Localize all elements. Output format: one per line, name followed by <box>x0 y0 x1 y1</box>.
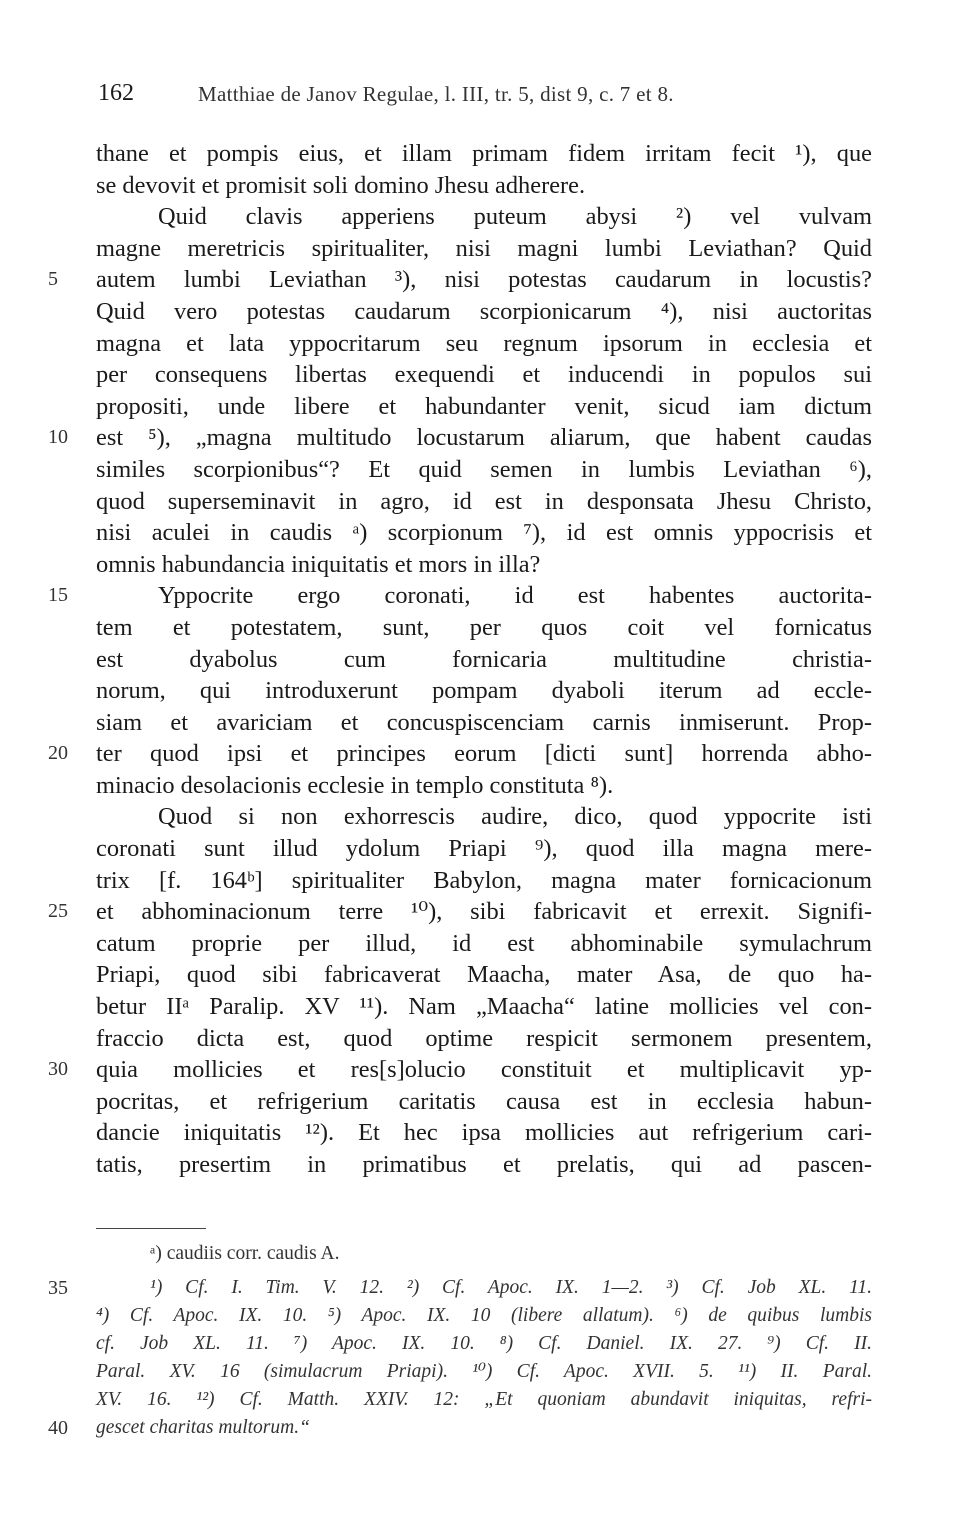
running-title: Matthiae de Janov Regulae, l. III, tr. 5, dist 9, c. 7 et 8. <box>198 82 674 106</box>
text-line: tatis, presertim in primatibus et prelatis, qui ad pascen- <box>96 1151 872 1178</box>
apparatus-note: ᵃ) caudiis corr. caudis A. <box>150 1243 340 1264</box>
line-number: 40 <box>48 1417 68 1439</box>
page-number: 162 <box>98 80 134 106</box>
line-number: 30 <box>48 1058 68 1081</box>
text-line: trix [f. 164ᵇ] spiritualiter Babylon, magna mater fornicacionum <box>96 866 872 894</box>
text-line: omnis habundancia iniquitatis et mors in illa? <box>96 550 541 578</box>
text-line: nisi aculei in caudis ᵃ) scorpionum ⁷), id est omnis yppocrisis et <box>96 519 872 547</box>
footnote-divider <box>96 1228 206 1229</box>
footnote-line: cf. Job XL. 11. ⁷) Apoc. IX. 10. ⁸) Cf. Daniel. IX. 27. ⁹) Cf. II. <box>96 1333 872 1354</box>
text-line: 25 et abhominacionum terre ¹⁰), sibi fabricavit et errexit. Signifi- <box>96 896 872 928</box>
text-line: thane et pompis eius, et illam primam fidem irritam fecit ¹), que <box>96 140 872 167</box>
text-line: norum, qui introduxerunt pompam dyaboli iterum ad eccle- <box>96 677 872 705</box>
text-line: 5 autem lumbi Leviathan ³), nisi potestas caudarum in locustis? <box>96 264 872 296</box>
text-line: similes scorpionibus“? Et quid semen in lumbis Leviathan ⁶), <box>96 455 872 483</box>
text-line: magne meretricis spiritualiter, nisi magni lumbi Leviathan? Quid <box>96 234 872 262</box>
text-line: dancie iniquitatis ¹²). Et hec ipsa mollicies aut refrigerium cari- <box>96 1119 872 1147</box>
running-header <box>98 80 878 114</box>
line-number: 20 <box>48 742 68 765</box>
text-line: 15 Yppocrite ergo coronati, id est habentes auctorita- <box>96 580 872 612</box>
text-line: 30 quia mollicies et res[s]olucio constituit et multiplicavit yp- <box>96 1054 872 1086</box>
text-line: se devovit et promisit soli domino Jhesu adherere. <box>96 171 586 199</box>
text-line: 10 est ⁵), „magna multitudo locustarum aliarum, que habent caudas <box>96 422 872 454</box>
main-text <box>48 138 872 1181</box>
text-line: tem et potestatem, sunt, per quos coit vel fornicatus <box>96 613 872 641</box>
text-line: propositi, unde libere et habundanter venit, sicud iam dictum <box>96 392 872 420</box>
text-line: Quod si non exhorrescis audire, dico, quod yppocrite isti <box>158 803 872 831</box>
footnote-line: 35 ¹) Cf. I. Tim. V. 12. ²) Cf. Apoc. IX. 1—2. ³) Cf. Job XL. 11. <box>96 1274 872 1302</box>
line-number: 35 <box>48 1277 68 1299</box>
text-line: pocritas, et refrigerium caritatis causa est in ecclesia habun- <box>96 1087 872 1115</box>
text-line: 20 ter quod ipsi et principes eorum [dicti sunt] horrenda abho- <box>96 738 872 770</box>
footnote-line: XV. 16. ¹²) Cf. Matth. XXIV. 12: „Et quoniam abundavit iniquitas, refri- <box>96 1389 872 1410</box>
text-line: fraccio dicta est, quod optime respicit sermonem presentem, <box>96 1024 872 1052</box>
text-line: Quid vero potestas caudarum scorpionicarum ⁴), nisi auctoritas <box>96 297 872 325</box>
line-number: 10 <box>48 426 68 449</box>
text-line: coronati sunt illud ydolum Priapi ⁹), quod illa magna mere- <box>96 835 872 863</box>
text-line: siam et avariciam et concuspiscenciam carnis inmiserunt. Prop- <box>96 708 872 736</box>
footnote-line: 40 gescet charitas multorum.“ <box>96 1414 872 1442</box>
text-line: est dyabolus cum fornicaria multitudine christia- <box>96 645 872 673</box>
text-line: quod superseminavit in agro, id est in desponsata Jhesu Christo, <box>96 487 872 515</box>
text-line: Priapi, quod sibi fabricaverat Maacha, mater Asa, de quo ha- <box>96 961 872 989</box>
footnote-line: Paral. XV. 16 (simulacrum Priapi). ¹⁰) Cf. Apoc. XVII. 5. ¹¹) II. Paral. <box>96 1361 872 1382</box>
line-number: 25 <box>48 900 68 923</box>
line-number: 15 <box>48 584 68 607</box>
text-line: per consequens libertas exequendi et inducendi in populos sui <box>96 361 872 389</box>
footnotes <box>48 1240 872 1442</box>
text-line: minacio desolacionis ecclesie in templo constituta ⁸). <box>96 771 614 799</box>
text-line: magna et lata yppocritarum seu regnum ipsorum in ecclesia et <box>96 329 872 357</box>
text-line: Quid clavis apperiens puteum abysi ²) vel vulvam <box>158 203 872 231</box>
text-line: catum proprie per illud, id est abhominabile symulachrum <box>96 929 872 957</box>
line-number: 5 <box>48 268 58 291</box>
footnote-line: ⁴) Cf. Apoc. IX. 10. ⁵) Apoc. IX. 10 (libere allatum). ⁶) de quibus lumbis <box>96 1305 872 1326</box>
text-line: betur IIᵃ Paralip. XV ¹¹). Nam „Maacha“ latine mollicies vel con- <box>96 993 872 1021</box>
